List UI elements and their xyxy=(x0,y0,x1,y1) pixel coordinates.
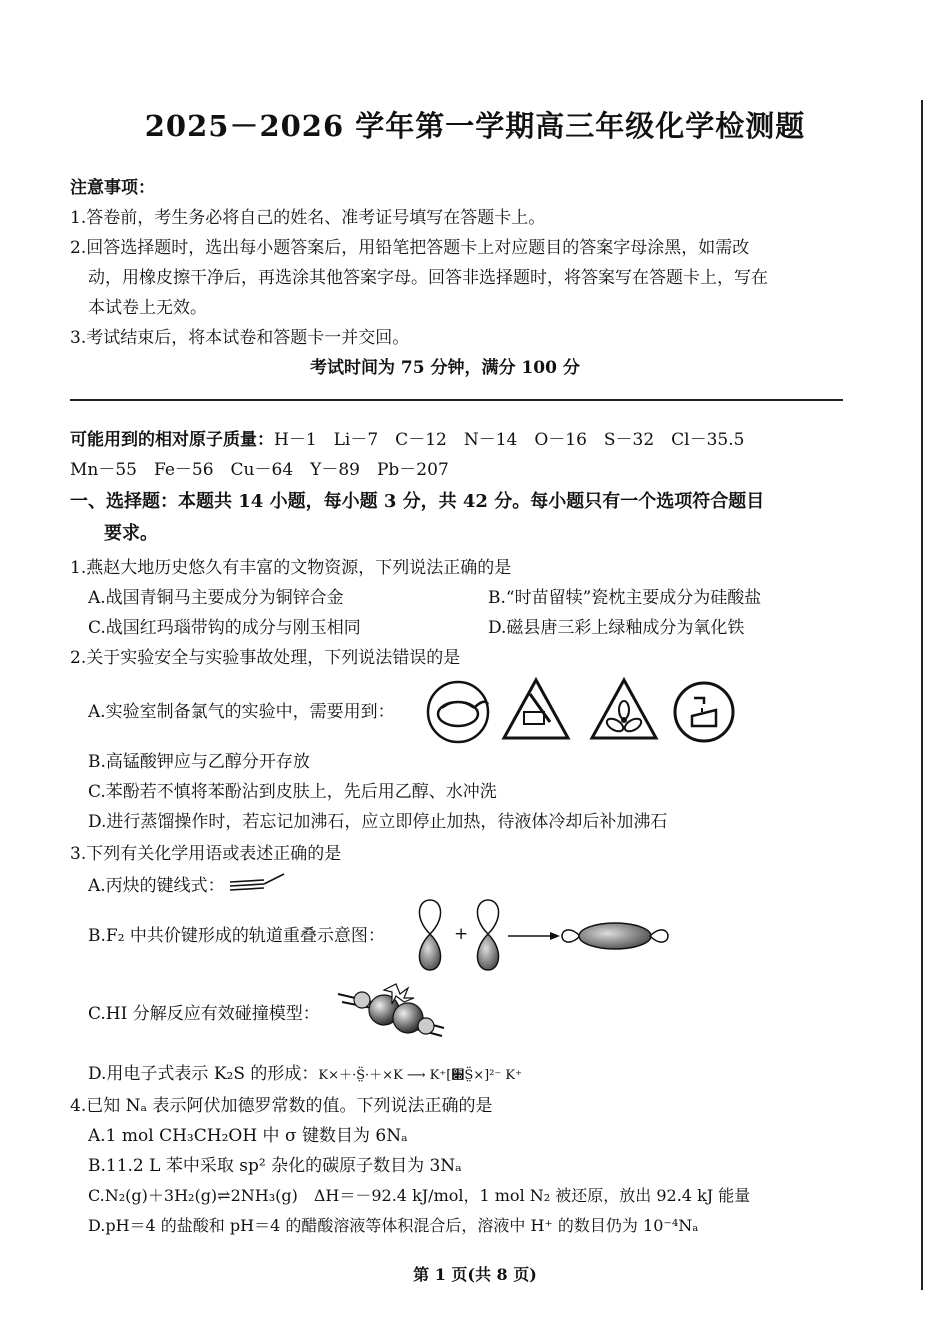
exam-time: 考试时间为 75 分钟，满分 100 分 xyxy=(310,358,580,378)
page-footer: 第 1 页(共 8 页) xyxy=(413,1265,537,1284)
q4-option-d: D.pH＝4 的盐酸和 pH＝4 的醋酸溶液等体积混合后，溶液中 H⁺ 的数目仍为 10⁻⁴Nₐ xyxy=(88,1216,699,1235)
propyne-skeletal-formula xyxy=(230,872,286,896)
q3-option-c: C.HI 分解反应有效碰撞模型： xyxy=(88,1004,320,1024)
q4-option-c: C.N₂(g)＋3H₂(g)⇌2NH₃(g) ΔH＝－92.4 kJ/mol，1 mol N₂ 被还原，放出 92.4 kJ 能量 xyxy=(88,1186,751,1205)
q1-option-b: B.“时苗留犊”瓷枕主要成分为硅酸盐 xyxy=(488,588,762,608)
collision-model-diagram xyxy=(338,980,448,1044)
q3-stem: 3.下列有关化学用语或表述正确的是 xyxy=(70,844,342,864)
atomic-mass-values-1: H－1 Li－7 C－12 N－14 O－16 S－32 Cl－35.5 xyxy=(274,430,745,450)
orbital-plus-sign: + xyxy=(454,924,469,944)
q1-option-c: C.战国红玛瑙带钩的成分与刚玉相同 xyxy=(88,618,361,638)
ventilation-fan-icon xyxy=(588,676,660,744)
q2-option-c: C.苯酚若不慎将苯酚沾到皮肤上，先后用乙醇、水冲洗 xyxy=(88,782,497,802)
section-1-heading-cont: 要求。 xyxy=(104,523,158,544)
q4-stem: 4.已知 Nₐ 表示阿伏加德罗常数的值。下列说法正确的是 xyxy=(70,1096,493,1116)
hand-warning-icon xyxy=(500,676,572,744)
page-edge-line xyxy=(921,100,923,1290)
q2-option-a: A.实验室制备氯气的实验中，需要用到： xyxy=(88,702,395,722)
q1-option-d: D.磁县唐三彩上绿釉成分为氧化铁 xyxy=(488,618,745,638)
orbital-overlap-diagram xyxy=(410,898,670,972)
q2-option-b: B.高锰酸钾应与乙醇分开存放 xyxy=(88,752,310,772)
section-1-heading: 一、选择题：本题共 14 小题，每小题 3 分，共 42 分。每小题只有一个选项符合题目 xyxy=(70,491,765,512)
q1-option-a: A.战国青铜马主要成分为铜锌合金 xyxy=(88,588,344,608)
q2-stem: 2.关于实验安全与实验事故处理，下列说法错误的是 xyxy=(70,648,461,668)
q3-option-d xyxy=(88,1062,522,1088)
exam-title: 2025－2026 学年第一学期高三年级化学检测题 xyxy=(144,109,806,143)
q4-option-b: B.11.2 L 苯中采取 sp² 杂化的碳原子数目为 3Nₐ xyxy=(88,1156,462,1176)
q1-stem: 1.燕赵大地历史悠久有丰富的文物资源，下列说法正确的是 xyxy=(70,558,512,578)
divider xyxy=(70,399,843,401)
atomic-mass-label: 可能用到的相对原子质量： xyxy=(70,430,274,450)
q3-option-b: B.F₂ 中共价键形成的轨道重叠示意图： xyxy=(88,926,385,946)
atomic-mass-line2: Mn－55 Fe－56 Cu－64 Y－89 Pb－207 xyxy=(70,460,449,480)
goggles-icon xyxy=(424,678,494,744)
q2-option-d: D.进行蒸馏操作时，若忘记加沸石，应立即停止加热，待液体冷却后补加沸石 xyxy=(88,812,668,832)
atomic-mass-line1 xyxy=(70,428,744,452)
q4-option-a: A.1 mol CH₃CH₂OH 中 σ 键数目为 6Nₐ xyxy=(88,1126,408,1146)
q3-option-d-text: D.用电子式表示 K₂S 的形成： xyxy=(88,1064,319,1084)
q3-option-a: A.丙炔的键线式： xyxy=(88,876,225,896)
notice-item-1: 1.答卷前，考生务必将自己的姓名、准考证号填写在答题卡上。 xyxy=(70,208,546,228)
notice-heading: 注意事项： xyxy=(70,178,155,198)
notice-item-2-line1: 2.回答选择题时，选出每小题答案后，用铅笔把答题卡上对应题目的答案字母涂黑，如需改 xyxy=(70,238,750,258)
notice-item-2-line3: 本试卷上无效。 xyxy=(88,298,207,318)
notice-item-2-line2: 动，用橡皮擦干净后，再选涂其他答案字母。回答非选择题时，将答案写在答题卡上，写在 xyxy=(88,268,768,288)
notice-item-3: 3.考试结束后，将本试卷和答题卡一并交回。 xyxy=(70,328,410,348)
k2s-electron-formula: K×＋·S̤̈·＋×K ⟶ K⁺[׍S̤̈×]²⁻ K⁺ xyxy=(318,1068,522,1083)
hand-wash-icon xyxy=(672,680,736,744)
